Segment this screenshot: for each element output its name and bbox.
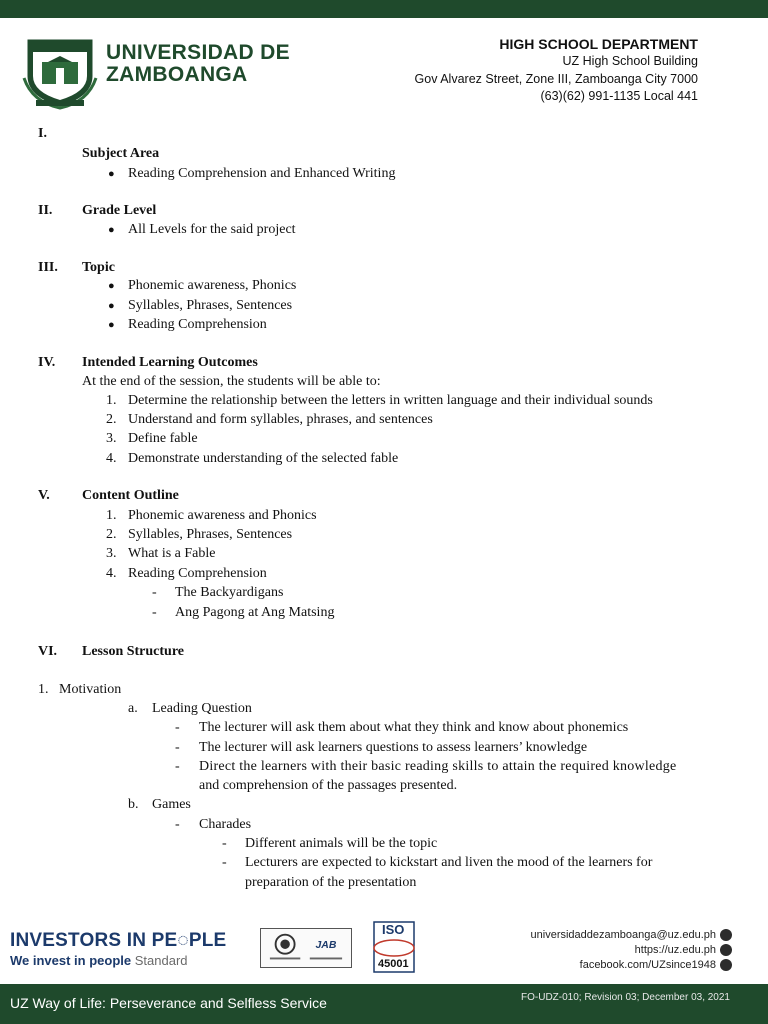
list-number: 4. [106,451,117,466]
university-name-line1: UNIVERSIDAD DE [106,41,290,64]
list-item: Understand and form syllables, phrases, and sentences [128,412,433,427]
section-title: Grade Level [82,203,157,218]
list-number: 1. [106,508,117,523]
contact-facebook-row [531,958,732,973]
list-item: Syllables, Phrases, Sentences [128,527,293,542]
dash-marker: - [175,740,180,755]
section-title: Topic [82,260,115,275]
iso-label: ISO [382,922,405,937]
iso-certification-logo [368,920,420,974]
form-code: FO-UDZ-010; Revision 03; December 03, 2021 [521,992,730,1003]
department-building: UZ High School Building [562,54,698,68]
list-item: Reading Comprehension [128,566,267,581]
department-title: HIGH SCHOOL DEPARTMENT [499,36,698,52]
section-title: Lesson Structure [82,644,185,659]
list-item: Phonemic awareness, Phonics [128,278,297,293]
sub-list-item: The Backyardigans [175,585,284,600]
certification-badge-logo [260,928,352,968]
list-number: 3. [106,431,117,446]
iip-title: INVESTORS IN PE◌PLE [10,930,227,951]
contact-email-row [531,928,732,943]
list-item: Reading Comprehension [128,317,267,332]
list-item: Define fable [128,431,198,446]
iip-tagline-text: We invest in people [10,953,132,968]
investors-in-people-logo [10,930,226,968]
list-number: 4. [106,566,117,581]
facebook-icon [720,959,732,971]
bullet-icon: ● [108,319,115,331]
dash-marker: - [152,585,157,600]
contact-website[interactable]: https://uz.edu.ph [634,944,716,956]
section-number: III. [38,260,58,275]
lesson-item: The lecturer will ask learners questions to assess learners’ knowledge [199,740,588,755]
list-number: 1. [106,393,117,408]
lesson-item: The lecturer will ask them about what they think and know about phonemics [199,720,629,735]
list-item: Syllables, Phrases, Sentences [128,298,293,313]
lesson-item: Charades [199,817,252,832]
letterhead-footer [0,916,768,980]
contact-email[interactable]: universidaddezamboanga@uz.edu.ph [530,929,716,941]
list-item: All Levels for the said project [128,222,296,237]
list-letter: b. [128,797,139,812]
lesson-subpart-title: Games [152,797,191,812]
iso-number: 45001 [378,958,409,970]
section-number: II. [38,203,53,218]
lesson-item-continued: preparation of the presentation [245,875,417,890]
list-number: 2. [106,527,117,542]
top-green-bar [0,0,768,18]
list-number: 3. [106,546,117,561]
list-item: Reading Comprehension and Enhanced Writing [128,166,396,181]
department-address: Gov Alvarez Street, Zone III, Zamboanga City 7000 [414,71,698,86]
globe-icon [720,944,732,956]
dash-marker: - [222,855,227,870]
list-letter: a. [128,701,138,716]
university-name [106,42,290,86]
dash-marker: - [175,817,180,832]
iip-tagline [10,953,226,968]
bullet-icon: ● [108,168,115,180]
university-motto: UZ Way of Life: Perseverance and Selfless Service [10,995,327,1011]
dash-marker: - [222,836,227,851]
bottom-green-bar [0,984,768,1024]
list-item: Determine the relationship between the letters in written language and their individual sounds [128,393,653,408]
dash-marker: - [175,759,180,774]
section-number: V. [38,488,50,503]
list-item: What is a Fable [128,546,216,561]
lesson-item: Direct the learners with their basic reading skills to attain the required knowledge [199,759,677,774]
list-item: Phonemic awareness and Phonics [128,508,317,523]
lesson-item: Different animals will be the topic [245,836,438,851]
iip-standard: Standard [134,953,188,968]
section-title: Intended Learning Outcomes [82,355,258,370]
section-title: Content Outline [82,488,179,503]
sub-list-item: Ang Pagong at Ang Matsing [175,605,335,620]
contact-website-row [531,943,732,958]
section-intro: At the end of the session, the students will be able to: [82,374,381,389]
bullet-icon: ● [108,224,115,236]
section-title: Subject Area [82,146,160,161]
lesson-item-continued: and comprehension of the passages presented. [199,778,458,793]
section-number: I. [38,126,47,141]
department-phone: (63)(62) 991-1135 Local 441 [540,89,698,103]
lesson-part-title: Motivation [59,682,122,697]
letterhead [0,18,768,118]
lesson-subpart-title: Leading Question [152,701,252,716]
dash-marker: - [152,605,157,620]
list-number: 1. [38,682,49,697]
email-icon [720,929,732,941]
section-number: VI. [38,644,58,659]
contact-facebook[interactable]: facebook.com/UZsince1948 [579,959,716,971]
bullet-icon: ● [108,280,115,292]
section-number: IV. [38,355,56,370]
university-seal-logo [18,26,102,110]
bullet-icon: ● [108,300,115,312]
lesson-item: Lecturers are expected to kickstart and liven the mood of the learners for [245,855,653,870]
svg-text:JAB: JAB [315,940,337,951]
list-item: Demonstrate understanding of the selected fable [128,451,399,466]
dash-marker: - [175,720,180,735]
list-number: 2. [106,412,117,427]
university-name-line2: ZAMBOANGA [106,63,248,86]
department-info [415,35,698,106]
contact-info [531,928,732,973]
